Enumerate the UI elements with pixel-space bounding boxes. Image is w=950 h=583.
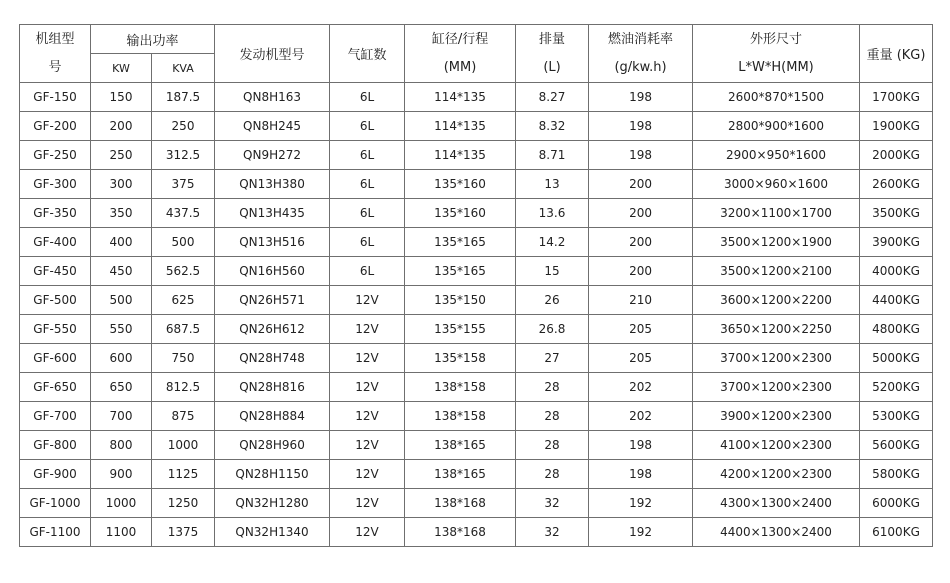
cell-disp: 32 — [516, 489, 589, 518]
cell-kw: 550 — [91, 315, 152, 344]
col-fuel-consumption-label: 燃油消耗率 — [608, 31, 674, 47]
cell-engine: QN28H960 — [215, 431, 330, 460]
cell-engine: QN28H816 — [215, 373, 330, 402]
cell-dims: 3600×1200×2200 — [693, 286, 860, 315]
cell-fuel: 202 — [589, 402, 693, 431]
cell-fuel: 198 — [589, 83, 693, 112]
cell-bore: 138*158 — [405, 402, 516, 431]
cell-kw: 650 — [91, 373, 152, 402]
cell-fuel: 198 — [589, 431, 693, 460]
cell-fuel: 198 — [589, 141, 693, 170]
cell-bore: 114*135 — [405, 112, 516, 141]
cell-weight: 2600KG — [860, 170, 933, 199]
cell-cyl: 6L — [330, 257, 405, 286]
cell-dims: 3200×1100×1700 — [693, 199, 860, 228]
col-kva: KVA — [152, 54, 215, 83]
cell-kw: 1100 — [91, 518, 152, 547]
table-row — [20, 431, 933, 460]
table-row — [20, 460, 933, 489]
cell-cyl: 6L — [330, 170, 405, 199]
cell-fuel: 200 — [589, 228, 693, 257]
cell-weight: 5800KG — [860, 460, 933, 489]
cell-kva: 500 — [152, 228, 215, 257]
table-row — [20, 489, 933, 518]
cell-fuel: 205 — [589, 315, 693, 344]
cell-fuel: 198 — [589, 112, 693, 141]
cell-kw: 450 — [91, 257, 152, 286]
cell-fuel: 205 — [589, 344, 693, 373]
cell-kva: 375 — [152, 170, 215, 199]
cell-model: GF-1100 — [20, 518, 91, 547]
cell-cyl: 12V — [330, 489, 405, 518]
cell-fuel: 202 — [589, 373, 693, 402]
cell-dims: 2600*870*1500 — [693, 83, 860, 112]
cell-weight: 5600KG — [860, 431, 933, 460]
cell-kva: 1375 — [152, 518, 215, 547]
cell-dims: 2900×950*1600 — [693, 141, 860, 170]
table-row — [20, 228, 933, 257]
cell-model: GF-250 — [20, 141, 91, 170]
col-bore-stroke-label: 缸径/行程 — [431, 31, 489, 47]
cell-disp: 14.2 — [516, 228, 589, 257]
cell-model: GF-400 — [20, 228, 91, 257]
cell-engine: QN13H516 — [215, 228, 330, 257]
col-bore-stroke — [405, 25, 516, 83]
cell-fuel: 200 — [589, 199, 693, 228]
table-row — [20, 286, 933, 315]
cell-bore: 114*135 — [405, 83, 516, 112]
cell-kva: 312.5 — [152, 141, 215, 170]
cell-kva: 437.5 — [152, 199, 215, 228]
cell-bore: 138*168 — [405, 489, 516, 518]
col-unit-model-line1: 机组型 — [35, 31, 75, 47]
cell-fuel: 198 — [589, 460, 693, 489]
cell-bore: 135*158 — [405, 344, 516, 373]
cell-engine: QN13H380 — [215, 170, 330, 199]
cell-cyl: 12V — [330, 518, 405, 547]
cell-kva: 562.5 — [152, 257, 215, 286]
cell-fuel: 192 — [589, 518, 693, 547]
cell-cyl: 12V — [330, 402, 405, 431]
cell-cyl: 6L — [330, 228, 405, 257]
table-row — [20, 257, 933, 286]
cell-weight: 4400KG — [860, 286, 933, 315]
table-row — [20, 141, 933, 170]
cell-engine: QN26H612 — [215, 315, 330, 344]
cell-kva: 750 — [152, 344, 215, 373]
cell-disp: 28 — [516, 402, 589, 431]
col-dimensions-label: 外形尺寸 — [750, 31, 803, 47]
cell-disp: 13.6 — [516, 199, 589, 228]
col-dimensions-unit: L*W*H(MM) — [738, 59, 814, 75]
col-displacement-unit: (L) — [543, 59, 561, 75]
cell-bore: 135*165 — [405, 228, 516, 257]
table-row — [20, 315, 933, 344]
col-fuel-consumption — [589, 25, 693, 83]
cell-bore: 135*155 — [405, 315, 516, 344]
cell-disp: 8.27 — [516, 83, 589, 112]
cell-dims: 3500×1200×2100 — [693, 257, 860, 286]
cell-kva: 187.5 — [152, 83, 215, 112]
cell-kva: 1250 — [152, 489, 215, 518]
col-unit-model — [20, 25, 91, 83]
cell-dims: 3900×1200×2300 — [693, 402, 860, 431]
cell-cyl: 12V — [330, 286, 405, 315]
cell-bore: 138*165 — [405, 431, 516, 460]
cell-engine: QN28H1150 — [215, 460, 330, 489]
cell-weight: 6100KG — [860, 518, 933, 547]
cell-disp: 27 — [516, 344, 589, 373]
cell-kw: 1000 — [91, 489, 152, 518]
cell-bore: 135*150 — [405, 286, 516, 315]
cell-weight: 1900KG — [860, 112, 933, 141]
cell-model: GF-500 — [20, 286, 91, 315]
cell-fuel: 200 — [589, 170, 693, 199]
cell-cyl: 12V — [330, 373, 405, 402]
col-displacement — [516, 25, 589, 83]
cell-fuel: 192 — [589, 489, 693, 518]
cell-weight: 6000KG — [860, 489, 933, 518]
cell-cyl: 12V — [330, 344, 405, 373]
cell-weight: 3900KG — [860, 228, 933, 257]
cell-cyl: 6L — [330, 199, 405, 228]
cell-kw: 800 — [91, 431, 152, 460]
table-row — [20, 170, 933, 199]
cell-cyl: 6L — [330, 141, 405, 170]
cell-kw: 350 — [91, 199, 152, 228]
col-weight: 重量 (KG) — [860, 25, 933, 83]
cell-model: GF-550 — [20, 315, 91, 344]
cell-kw: 400 — [91, 228, 152, 257]
cell-fuel: 200 — [589, 257, 693, 286]
cell-model: GF-350 — [20, 199, 91, 228]
cell-model: GF-1000 — [20, 489, 91, 518]
cell-model: GF-800 — [20, 431, 91, 460]
cell-weight: 2000KG — [860, 141, 933, 170]
cell-bore: 138*158 — [405, 373, 516, 402]
cell-kva: 875 — [152, 402, 215, 431]
cell-kw: 300 — [91, 170, 152, 199]
cell-dims: 3500×1200×1900 — [693, 228, 860, 257]
cell-cyl: 6L — [330, 83, 405, 112]
cell-kva: 812.5 — [152, 373, 215, 402]
cell-model: GF-300 — [20, 170, 91, 199]
cell-model: GF-650 — [20, 373, 91, 402]
cell-disp: 28 — [516, 431, 589, 460]
col-unit-model-line2: 号 — [48, 59, 62, 75]
cell-kw: 150 — [91, 83, 152, 112]
cell-model: GF-900 — [20, 460, 91, 489]
cell-model: GF-450 — [20, 257, 91, 286]
cell-dims: 3000×960×1600 — [693, 170, 860, 199]
cell-engine: QN8H245 — [215, 112, 330, 141]
cell-bore: 138*168 — [405, 518, 516, 547]
cell-bore: 135*160 — [405, 199, 516, 228]
generator-spec-table — [19, 24, 933, 547]
col-dimensions — [693, 25, 860, 83]
cell-cyl: 6L — [330, 112, 405, 141]
col-displacement-label: 排量 — [539, 31, 566, 47]
col-cylinders: 气缸数 — [330, 25, 405, 83]
cell-engine: QN32H1340 — [215, 518, 330, 547]
cell-weight: 4800KG — [860, 315, 933, 344]
cell-kw: 500 — [91, 286, 152, 315]
cell-kva: 1000 — [152, 431, 215, 460]
cell-dims: 3650×1200×2250 — [693, 315, 860, 344]
cell-model: GF-150 — [20, 83, 91, 112]
cell-disp: 15 — [516, 257, 589, 286]
table-row — [20, 112, 933, 141]
cell-bore: 135*160 — [405, 170, 516, 199]
cell-dims: 3700×1200×2300 — [693, 344, 860, 373]
cell-kva: 1125 — [152, 460, 215, 489]
cell-kw: 900 — [91, 460, 152, 489]
table-row — [20, 199, 933, 228]
cell-kw: 700 — [91, 402, 152, 431]
cell-disp: 13 — [516, 170, 589, 199]
col-bore-stroke-unit: (MM) — [443, 59, 477, 75]
col-fuel-consumption-unit: (g/kw.h) — [614, 59, 667, 75]
cell-weight: 3500KG — [860, 199, 933, 228]
cell-disp: 8.71 — [516, 141, 589, 170]
cell-cyl: 12V — [330, 431, 405, 460]
cell-weight: 5300KG — [860, 402, 933, 431]
cell-bore: 138*165 — [405, 460, 516, 489]
cell-kw: 250 — [91, 141, 152, 170]
table-row — [20, 518, 933, 547]
cell-weight: 5200KG — [860, 373, 933, 402]
cell-disp: 8.32 — [516, 112, 589, 141]
table-body — [20, 83, 933, 547]
cell-engine: QN26H571 — [215, 286, 330, 315]
table-row — [20, 402, 933, 431]
cell-dims: 4100×1200×2300 — [693, 431, 860, 460]
cell-kw: 200 — [91, 112, 152, 141]
table-header — [20, 25, 933, 83]
cell-model: GF-200 — [20, 112, 91, 141]
cell-weight: 1700KG — [860, 83, 933, 112]
cell-disp: 32 — [516, 518, 589, 547]
cell-engine: QN16H560 — [215, 257, 330, 286]
cell-cyl: 12V — [330, 315, 405, 344]
col-kw: KW — [91, 54, 152, 83]
cell-fuel: 210 — [589, 286, 693, 315]
table-row — [20, 373, 933, 402]
cell-kva: 250 — [152, 112, 215, 141]
cell-weight: 5000KG — [860, 344, 933, 373]
cell-engine: QN9H272 — [215, 141, 330, 170]
cell-bore: 135*165 — [405, 257, 516, 286]
cell-dims: 4200×1200×2300 — [693, 460, 860, 489]
cell-engine: QN13H435 — [215, 199, 330, 228]
cell-bore: 114*135 — [405, 141, 516, 170]
cell-model: GF-600 — [20, 344, 91, 373]
cell-dims: 3700×1200×2300 — [693, 373, 860, 402]
cell-kva: 625 — [152, 286, 215, 315]
cell-engine: QN8H163 — [215, 83, 330, 112]
cell-engine: QN28H884 — [215, 402, 330, 431]
col-output-power: 输出功率 — [91, 25, 215, 54]
cell-dims: 4300×1300×2400 — [693, 489, 860, 518]
col-engine-model: 发动机型号 — [215, 25, 330, 83]
cell-dims: 4400×1300×2400 — [693, 518, 860, 547]
cell-dims: 2800*900*1600 — [693, 112, 860, 141]
cell-engine: QN32H1280 — [215, 489, 330, 518]
cell-kva: 687.5 — [152, 315, 215, 344]
cell-disp: 28 — [516, 373, 589, 402]
cell-weight: 4000KG — [860, 257, 933, 286]
table-row — [20, 83, 933, 112]
cell-model: GF-700 — [20, 402, 91, 431]
cell-disp: 28 — [516, 460, 589, 489]
cell-cyl: 12V — [330, 460, 405, 489]
cell-disp: 26 — [516, 286, 589, 315]
cell-disp: 26.8 — [516, 315, 589, 344]
cell-kw: 600 — [91, 344, 152, 373]
cell-engine: QN28H748 — [215, 344, 330, 373]
table-row — [20, 344, 933, 373]
